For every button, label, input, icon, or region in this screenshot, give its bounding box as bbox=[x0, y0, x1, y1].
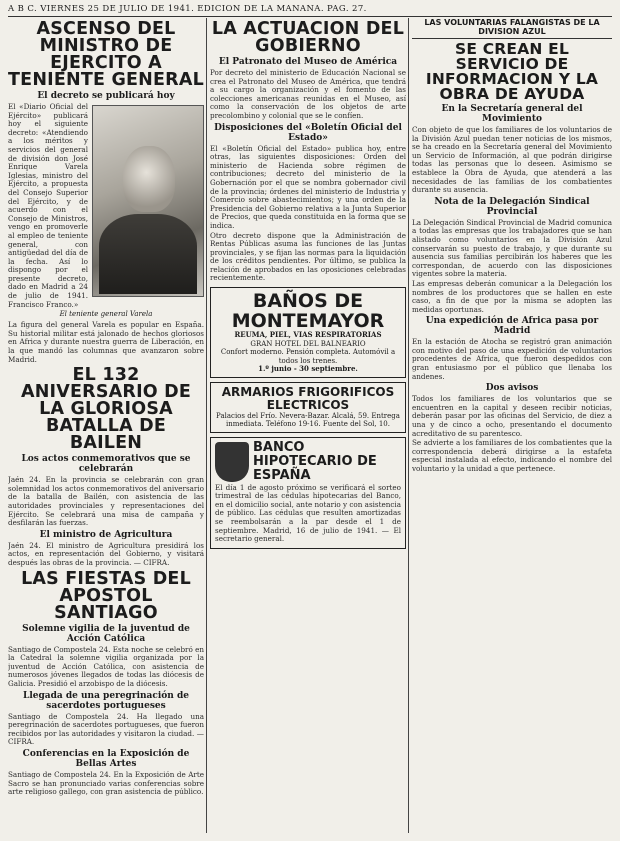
article-text: Santiago de Compostela 24. Esta noche se celebró en la Catedral la solemne vigilia organizada por la juventud de Acción Católica, con asistencia de numerosos jóvenes llegados de todas las diócesis de Galicia. Presidió el arzobispo de la diócesis. bbox=[8, 644, 204, 688]
headline-bailen: EL 132 ANIVERSARIO DE LA GLORIOSA BATALLA DE BAILEN bbox=[20, 365, 192, 454]
headline-santiago: LAS FIESTAS DEL APOSTOL SANTIAGO bbox=[21, 568, 191, 623]
subhead: El Patronato del Museo de América bbox=[218, 57, 398, 67]
article-text: Santiago de Compostela 24. Ha llegado una peregrinación de sacerdotes portugueses, que fueron recibidos por las autoridades y visitaron la ciudad. — CIFRA. bbox=[8, 711, 204, 747]
ad-montemayor bbox=[210, 287, 406, 378]
subhead: Una expedición de Africa pasa por Madrid bbox=[425, 316, 599, 337]
column-rule bbox=[408, 18, 409, 833]
article-text: Se advierte a los familiares de los combatientes que la correspondencia deberá dirigirse a la estafeta especial instalada al efecto, indicando el nombre del voluntario y la unidad a que pertenece. bbox=[412, 438, 612, 473]
bank-crest-icon bbox=[215, 442, 249, 482]
page-header: A B C. VIERNES 25 DE JULIO DE 1941. EDICION DE LA MAÑANA. PAG. 27. bbox=[8, 4, 612, 17]
portrait-photo bbox=[92, 105, 204, 297]
article-text: La figura del general Varela es popular en España. Su historial militar está jalonado de hechos gloriosos en Africa y durante nuestra guerra de Liberación, en la que mandó las columnas que avanzaron sobre Madrid. bbox=[8, 320, 204, 364]
column-3 bbox=[412, 18, 612, 833]
article-text: Las empresas deberán comunicar a la Delegación los nombres de los productores que se hallen en este caso, a fin de que por la misma se adopten las medidas oportunas. bbox=[412, 278, 612, 314]
bank-name: BANCO HIPOTECARIO DE ESPAÑA bbox=[253, 439, 377, 483]
article-text: En la estación de Atocha se registró gran animación con motivo del paso de una expedición de voluntarios procedentes de Africa, que fueron despedidos con gran entusiasmo por el público que llenaba los andenes. bbox=[412, 337, 612, 381]
article-text: Con objeto de que los familiares de los voluntarios de la División Azul puedan tener noticias de los mismos, se ha creado en la Secretaría general del Movimiento un Servicio de Información, al que podrán dirigirse todas las personas que lo deseen. Asimismo se establece la Obra de Ayuda, que atenderá a las necesidades de las familias de los combatientes durante su ausencia. bbox=[412, 125, 612, 195]
subhead: En la Secretaría general del Movimiento bbox=[441, 104, 583, 124]
article-text: Por decreto del ministerio de Educación Nacional se crea el Patronato del Museo de América, que tendrá a su cargo la organización y el fomento de las colecciones americanas reunidas en el Museo, así como la conservación de los objetos de arte precolombino y colonial que se le confíen. bbox=[210, 68, 406, 120]
ad-text: Confort moderno. Pensión completa. Automóvil a todos los trenes. bbox=[220, 348, 396, 365]
article-text: Jaén 24. El ministro de Agricultura presidirá los actos, en representación del Gobierno, y visitará después las obras de la provincia. — CIFRA. bbox=[8, 540, 204, 567]
bank-notice-text: El día 1 de agosto próximo se verificará el sorteo trimestral de las cédulas hipotecarias del Banco, en el domicilio social, ante notario y con asistencia de público. Las cédulas que resulten amortizadas se reembolsarán a la par desde el 1 de septiembre. Madrid, 16 de julio de 1941. — El secretario general. bbox=[215, 482, 401, 544]
ad-title: ARMARIOS FRIGORIFICOS ELECTRICOS bbox=[221, 384, 395, 412]
article-text: Todos los familiares de los voluntarios que se encuentren en la capital y deseen recibir noticias, deberán pasar por las oficinas del Servicio, de diez a una y de cinco a ocho, presentando el documento acreditativo de su parentesco. bbox=[412, 394, 612, 438]
article-text: Santiago de Compostela 24. En la Exposición de Arte Sacro se han pronunciado varias conferencias sobre arte religioso gallego, con gran asistencia de público. bbox=[8, 769, 204, 797]
headline-gobierno: LA ACTUACION DEL GOBIERNO bbox=[211, 19, 405, 56]
article-text: La Delegación Sindical Provincial de Madrid comunica a todas las empresas que los trabajadores que se han alistado como voluntarios en la División Azul conservarán su puesto de trabajo, y que durante su ausencia sus familias percibirán los haberes que les correspondan, de acuerdo con las disposiciones vigentes sobre la materia. bbox=[412, 217, 612, 279]
column-1 bbox=[8, 18, 204, 833]
article-text: El «Diario Oficial del Ejército» publicará hoy el siguiente decreto: «Atendiendo a los méritos y servicios del general de división don José Enrique Varela Iglesias, ministro del Ejército, a propuesta del Consejo Superior del Ejército, y de acuerdo con el Consejo de Ministros, vengo en promoverle al empleo de teniente general, con antigüedad del día de la fecha. Así lo dispongo por el presente decreto, dado en Madrid a 24 de julio de 1941. Francisco Franco.» bbox=[8, 102, 88, 309]
column-2 bbox=[210, 18, 406, 833]
article-text: Jaén 24. En la provincia se celebrarán con gran solemnidad los actos conmemorativos del aniversario de la batalla de Bailén, con asistencia de las autoridades provinciales y representaciones del Ejército. Se celebrará una misa de campaña y desfilarán las fuerzas. bbox=[8, 475, 204, 528]
ad-title: BAÑOS DE MONTEMAYOR bbox=[231, 290, 385, 333]
ad-frigorificos bbox=[210, 382, 406, 433]
subhead: Disposiciones del «Boletín Oficial del Estado» bbox=[214, 122, 402, 143]
subhead: Dos avisos bbox=[485, 383, 539, 394]
subhead: Nota de la Delegación Sindical Provincial bbox=[434, 196, 590, 217]
subhead-decree: El decreto se publicará hoy bbox=[37, 91, 175, 101]
headline-servicio: SE CREAN EL SERVICIO DE INFORMACION Y LA OBRA DE AYUDA bbox=[425, 40, 599, 103]
column-rule bbox=[206, 18, 207, 833]
ad-dates: 1.º junio - 30 septiembre. bbox=[258, 364, 358, 374]
ad-banco-hipotecario bbox=[210, 437, 406, 549]
portrait-face bbox=[123, 146, 175, 212]
photo-caption: El teniente general Varela bbox=[59, 310, 153, 319]
subhead: Los actos conmemorativos que se celebrarán bbox=[21, 454, 191, 475]
kicker: LAS VOLUNTARIAS FALANGISTAS DE LA DIVISION AZUL bbox=[412, 18, 612, 39]
ad-subtitle: REUMA, PIEL, VIAS RESPIRATORIAS bbox=[234, 330, 382, 340]
portrait-uniform bbox=[99, 214, 197, 294]
subhead: Llegada de una peregrinación de sacerdotes portugueses bbox=[23, 690, 189, 711]
subhead: Conferencias en la Exposición de Bellas Artes bbox=[22, 748, 190, 769]
article-text: El «Boletín Oficial del Estado» publica hoy, entre otras, las siguientes disposiciones: Orden del ministerio de Hacienda sobre régimen de contribuciones; decreto del ministerio de la Gobernación por el que se nombra gobernador civil de la provincia; órdenes del ministerio de Industria y Comercio sobre abastecimientos; y una orden de la Presidencia del Gobierno relativa a la Junta Superior de Precios, que queda constituida en la forma que se indica. bbox=[210, 143, 406, 230]
ad-text: Palacios del Frío. Nevera-Bazar. Alcalá, 59. Entrega inmediata. Teléfono 19-16. Fuente del Sol, 10. bbox=[216, 411, 400, 429]
subhead: El ministro de Agricultura bbox=[39, 529, 173, 540]
headline-varela: ASCENSO DEL MINISTRO DE EJERCITO A TENIENTE GENERAL bbox=[8, 19, 204, 90]
subhead: Solemne vigilia de la juventud de Acción Católica bbox=[22, 623, 190, 644]
article-text: Otro decreto dispone que la Administración de Rentas Públicas asuma las funciones de las Juntas provinciales, y se fijan las normas para la liquidación de los créditos pendientes. Por último, se publica la relación de aprobados en las oposiciones celebradas recientemente. bbox=[210, 230, 406, 283]
ad-info: GRAN HOTEL DEL BALNEARIO bbox=[250, 339, 366, 348]
